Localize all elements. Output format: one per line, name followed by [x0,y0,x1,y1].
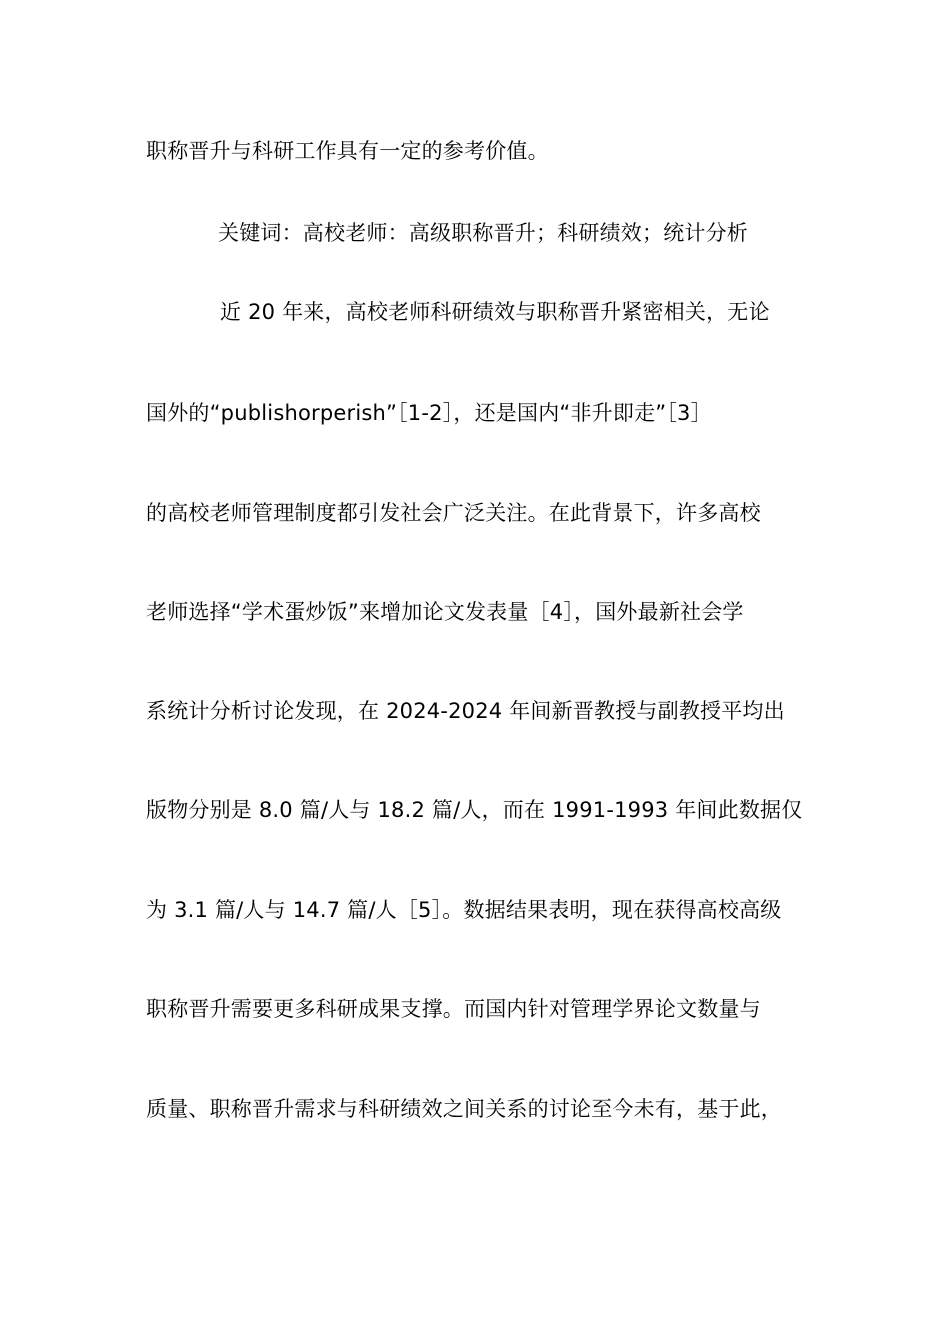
text-line: 的高校老师管理制度都引发社会广泛关注。在此背景下，许多高校 [146,501,761,525]
text-line: 版物分别是 8.0 篇/人与 18.2 篇/人，而在 1991-1993 年间此数据仅 [146,798,803,822]
text-line: 老师选择“学术蛋炒饭”来增加论文发表量［4］，国外最新社会学 [146,600,744,624]
text-line: 国外的“publishorperish”［1-2］，还是国内“非升即走”［3］ [146,401,712,425]
text-line: 系统计分析讨论发现，在 2024-2024 年间新晋教授与副教授平均出 [146,699,785,723]
text-line: 质量、职称晋升需求与科研绩效之间关系的讨论至今未有，基于此， [146,1097,782,1121]
keywords-line: 关键词：高校老师：高级职称晋升；科研绩效；统计分析 [218,221,748,245]
text-line: 职称晋升需要更多科研成果支撑。而国内针对管理学界论文数量与 [146,997,761,1021]
paragraph-first-line: 近 20 年来，高校老师科研绩效与职称晋升紧密相关，无论 [220,300,770,324]
text-line-conclusion: 职称晋升与科研工作具有一定的参考价值。 [146,139,549,163]
text-line: 为 3.1 篇/人与 14.7 篇/人［5］。数据结果表明，现在获得高校高级 [146,898,782,922]
